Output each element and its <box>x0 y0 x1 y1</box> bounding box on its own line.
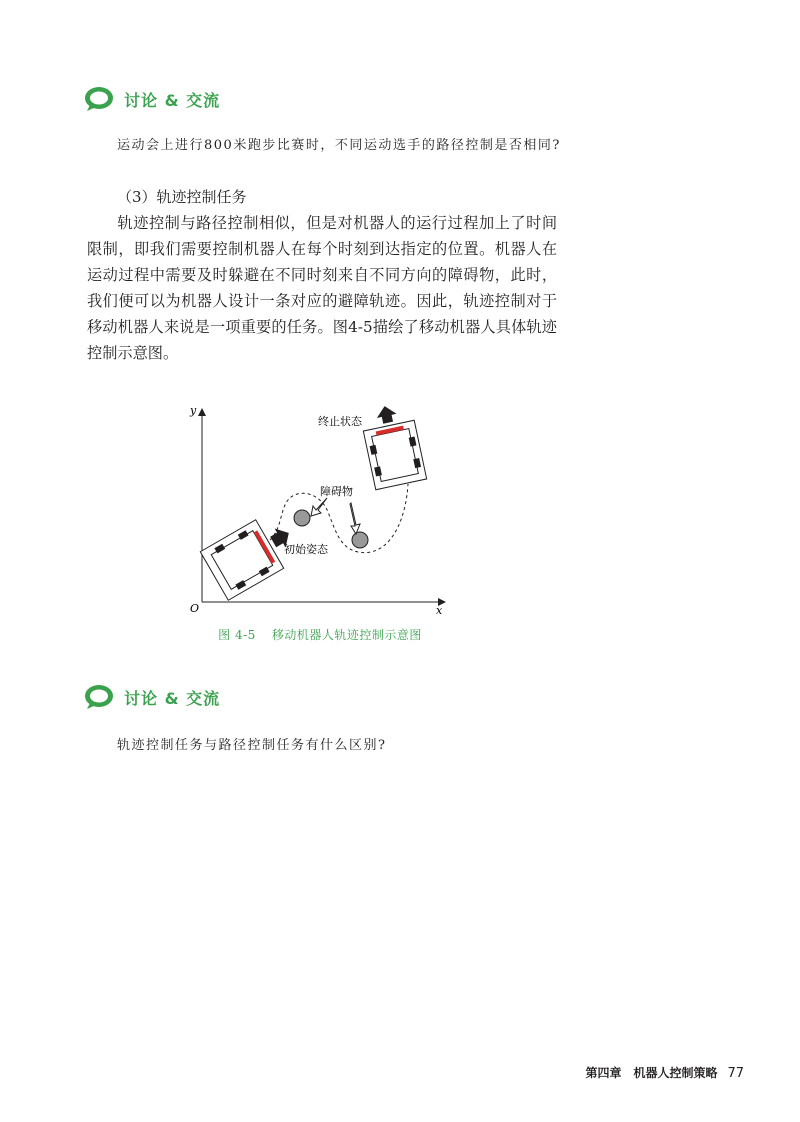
obstacle-2 <box>352 532 368 548</box>
caption-number: 图 4-5 <box>218 628 256 642</box>
chapter-title: 第四章 机器人控制策略 <box>585 1066 718 1080</box>
end-robot <box>359 401 426 490</box>
obstacle-label: 障碍物 <box>320 485 353 498</box>
discussion-question: 运动会上进行800米跑步比赛时，不同运动选手的路径控制是否相同? <box>117 138 561 153</box>
x-axis-label: x <box>436 604 443 617</box>
end-label: 终止状态 <box>318 415 362 428</box>
discussion-header-1 <box>84 86 220 112</box>
discussion-question: 轨迹控制任务与路径控制任务有什么区别? <box>117 738 387 753</box>
y-axis-label: y <box>190 404 197 417</box>
discussion-title: 讨论 & 交流 <box>124 688 221 708</box>
figure-caption <box>0 626 640 643</box>
obstacle-arrows <box>311 498 360 534</box>
speech-bubble-icon <box>84 684 114 710</box>
speech-bubble-icon <box>84 86 114 112</box>
discussion-header-2 <box>84 684 220 710</box>
caption-text: 移动机器人轨迹控制示意图 <box>271 628 422 642</box>
section-paragraph-text: 轨迹控制与路径控制相似，但是对机器人的运行过程加上了时间限制，即我们需要控制机器人在每个时刻到达指定的位置。机器人在运动过程中需要及时躲避在不同时刻来自不同方向的障碍物，此时，我们便可以为机器人设计一条对应的避障轨迹。因此，轨迹控制对于移动机器人来说是一项重要的任务。图4-5描绘了移动机器人具体轨迹控制示意图。 <box>87 214 557 362</box>
start-label: 初始姿态 <box>284 543 328 556</box>
section-heading: （3）轨迹控制任务 <box>117 188 247 206</box>
section-paragraph <box>87 210 557 366</box>
trajectory-figure <box>180 400 460 620</box>
origin-label: O <box>190 602 200 615</box>
page-number: 77 <box>727 1066 744 1081</box>
discussion-title: 讨论 & 交流 <box>124 90 221 110</box>
obstacle-1 <box>294 510 310 526</box>
page-footer <box>585 1064 744 1081</box>
